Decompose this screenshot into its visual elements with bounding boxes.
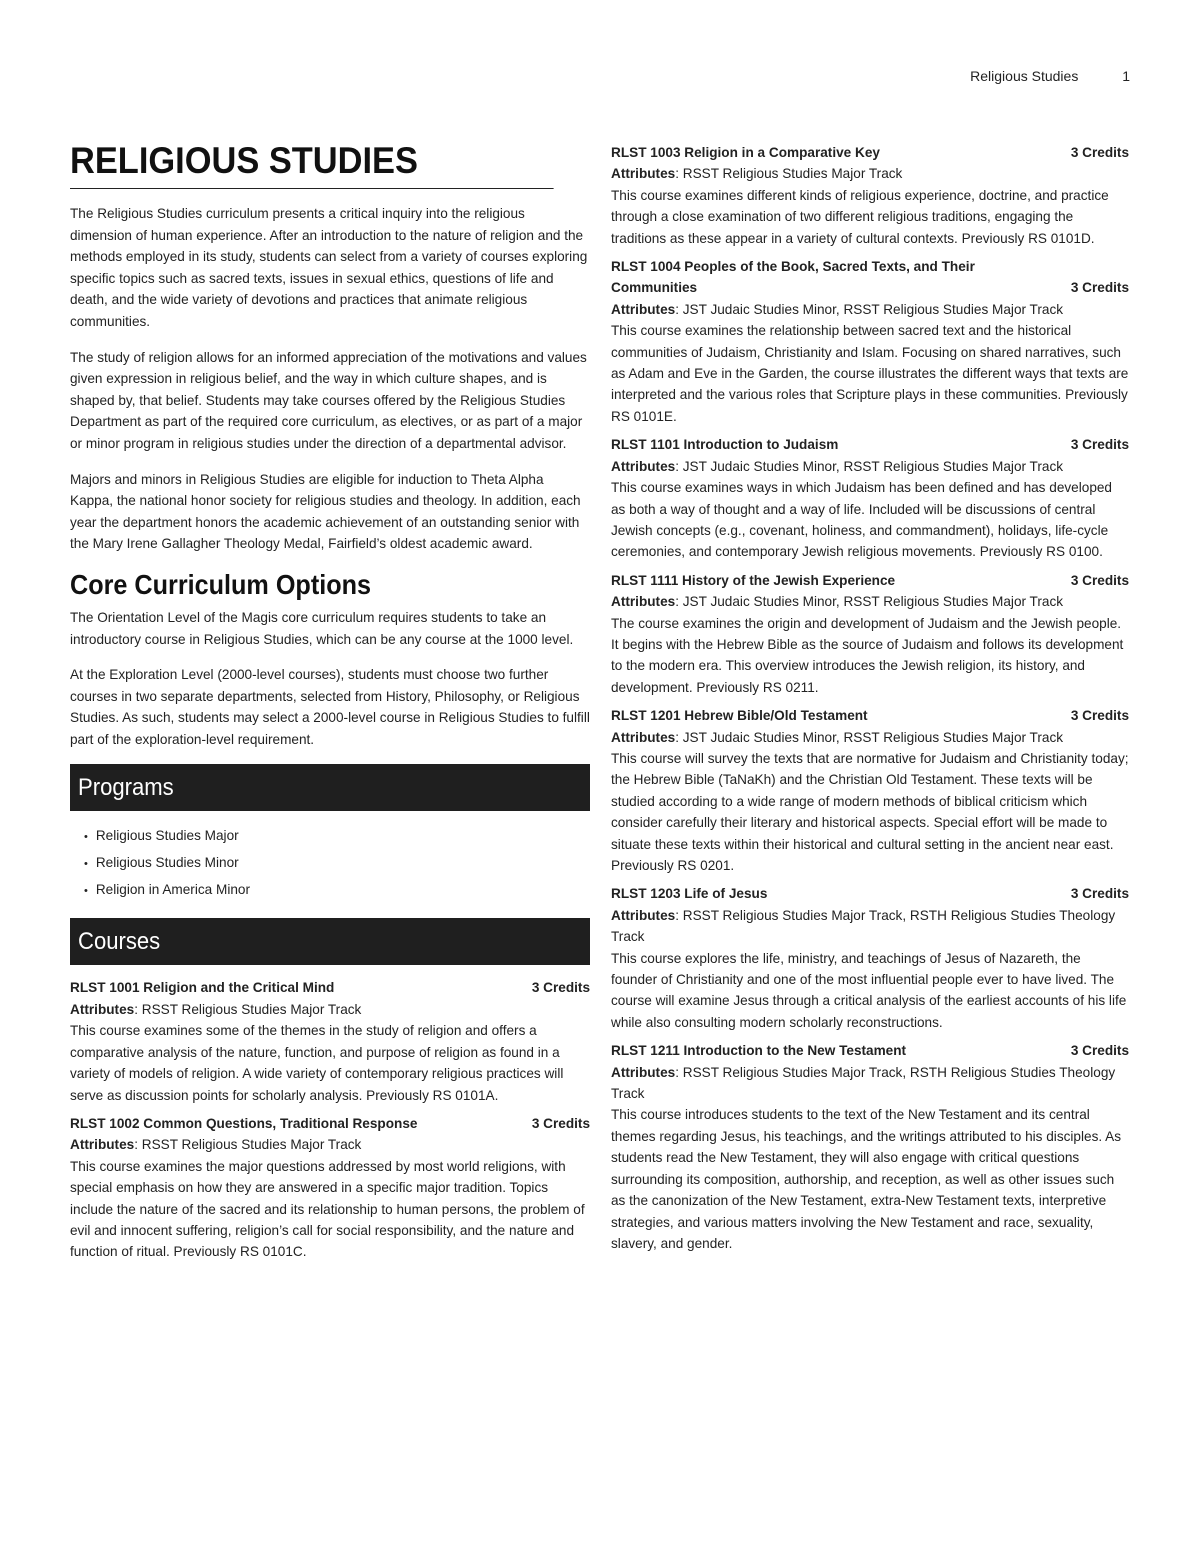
attributes-label: Attributes	[611, 729, 676, 745]
attributes-value: : RSST Religious Studies Major Track	[134, 1137, 362, 1153]
course-credits: 3 Credits	[1070, 280, 1129, 296]
programs-heading-band	[70, 764, 590, 811]
program-link[interactable]: • Religious Studies Major	[84, 823, 590, 850]
course-description: This course explores the life, ministry, and teachings of Jesus of Nazareth, the founder of Christianity and one of the most influential people ever to have lived. The course will examine Jesus through a critical analysis of the earliest accounts of his life while also consulting modern scholarly reconstructions.	[611, 950, 1127, 1030]
course-description: This course introduces students to the text of the New Testament and its central themes regarding Jesus, his teachings, and the writings attributed to his disciples. As students read the New Testament, they will also engage with critical questions surrounding its composition, authorship, and reception, as well as other issues such as the canonization of the New Testament, extra-New Testament texts, interpretive strategies, and various matters involving the New Testament and race, sexuality, slavery, and gender.	[611, 1107, 1122, 1251]
program-link[interactable]: • Religious Studies Minor	[84, 850, 590, 877]
attributes-label: Attributes	[611, 301, 676, 317]
page-number: 1	[1122, 68, 1130, 84]
course-header	[611, 570, 1129, 591]
course-credits: 3 Credits	[1070, 572, 1129, 588]
course-attributes	[70, 1134, 590, 1155]
course-attributes	[611, 456, 1129, 477]
attributes-label: Attributes	[611, 594, 676, 610]
attributes-value: : RSST Religious Studies Major Track, RSTH Religious Studies Theology Track	[611, 907, 1116, 945]
course-header	[611, 883, 1129, 904]
course-attributes	[70, 999, 590, 1020]
course-entry	[611, 1040, 1129, 1254]
attributes-label: Attributes	[611, 1064, 676, 1080]
course-header	[70, 1113, 590, 1134]
course-entry	[611, 142, 1129, 249]
course-title: RLST 1111 History of the Jewish Experience	[611, 572, 896, 588]
course-entry	[70, 1113, 590, 1263]
intro-paragraph: The Religious Studies curriculum presents a critical inquiry into the religious dimension of human experience. After an introduction to the nature of religion and the methods employed in its study, students can select from a variety of courses exploring specific topics such as sacred texts, issues in sexual ethics, questions of life and death, and the wide variety of devotions and practices that animate religious communities.	[70, 206, 588, 329]
course-title: RLST 1003 Religion in a Comparative Key	[611, 145, 880, 160]
course-entry	[611, 705, 1129, 876]
course-header	[611, 434, 1129, 455]
attributes-value: : RSST Religious Studies Major Track	[134, 1001, 362, 1017]
attributes-value: : RSST Religious Studies Major Track	[675, 166, 903, 182]
intro-paragraph: Majors and minors in Religious Studies are eligible for induction to Theta Alpha Kappa, the national honor society for religious studies and theology. In addition, each year the department honors the academic achievement of an outstanding senior with the Mary Irene Gallagher Theology Medal, Fairfield’s oldest academic award.	[70, 471, 581, 552]
course-title: RLST 1101 Introduction to Judaism	[611, 437, 839, 453]
programs-list	[70, 823, 590, 904]
course-credits: 3 Credits	[1070, 437, 1129, 453]
course-description: This course examines the relationship between sacred text and the historical communities of Judaism, Christianity and Islam. Focusing on shared narratives, such as Adam and Eve in the Garden, the course illustrates the different ways that texts are interpreted and the various roles that Scripture plays in these communities. Previously RS 0101E.	[611, 323, 1129, 424]
programs-heading: Programs	[78, 774, 174, 802]
course-title: RLST 1001 Religion and the Critical Mind	[70, 980, 335, 996]
course-entry	[611, 434, 1129, 562]
intro-paragraph: The study of religion allows for an informed appreciation of the motivations and values given expression in religious belief, and the way in which culture shapes, and is shaped by, that belief. Students may take courses offered by the Religious Studies Department as part of the required core curriculum, as electives, or as part of a major or minor program in religious studies under the direction of a departmental advisor.	[70, 349, 587, 451]
course-header	[611, 705, 1129, 726]
course-title: RLST 1002 Common Questions, Traditional Response	[70, 1115, 418, 1131]
attributes-label: Attributes	[611, 458, 676, 474]
course-header	[70, 977, 590, 998]
course-header	[611, 142, 1129, 163]
core-paragraph: At the Exploration Level (2000-level courses), students must choose two further courses in two separate departments, selected from History, Philosophy, or Religious Studies. As such, students may select a 2000-level course in Religious Studies to fulfill part of the exploration-level requirement.	[70, 667, 590, 747]
course-title: RLST 1004 Peoples of the Book, Sacred Texts, and Their Communities	[611, 259, 975, 296]
core-paragraph: The Orientation Level of the Magis core curriculum requires students to take an introductory course in Religious Studies, which can be any course at the 1000 level.	[70, 609, 574, 647]
attributes-label: Attributes	[611, 166, 676, 182]
course-entry	[611, 883, 1129, 1033]
program-link[interactable]: • Religion in America Minor	[84, 877, 590, 904]
course-description: The course examines the origin and development of Judaism and the Jewish people. It begins with the Hebrew Bible as the source of Judaism and follows its development to the modern era. This overview introduces the Jewish religion, its history, and development. Previously RS 0211.	[611, 615, 1124, 695]
attributes-value: : JST Judaic Studies Minor, RSST Religious Studies Major Track	[675, 594, 1064, 610]
course-credits: 3 Credits	[1070, 886, 1129, 902]
courses-heading: Courses	[78, 928, 161, 956]
running-header-section: Religious Studies	[970, 68, 1079, 84]
course-credits: 3 Credits	[531, 1115, 590, 1131]
attributes-value: : JST Judaic Studies Minor, RSST Religious Studies Major Track	[675, 458, 1064, 474]
course-attributes	[611, 591, 1129, 612]
course-attributes	[611, 299, 1129, 320]
attributes-value: : RSST Religious Studies Major Track, RSTH Religious Studies Theology Track	[611, 1064, 1116, 1102]
attributes-label: Attributes	[611, 907, 676, 923]
attributes-label: Attributes	[70, 1137, 135, 1153]
course-description: This course examines the major questions addressed by most world religions, with special emphasis on how they are answered in a specific major tradition. Topics include the nature of the sacred and its relationship to human persons, the problem of evil and innocent suffering, religion’s call for social responsibility, and the nature and function of ritual. Previously RS 0101C.	[70, 1158, 585, 1260]
course-header	[611, 1040, 1129, 1061]
course-title: RLST 1203 Life of Jesus	[611, 886, 768, 902]
course-title: RLST 1201 Hebrew Bible/Old Testament	[611, 708, 868, 724]
course-attributes	[611, 163, 1129, 184]
attributes-value: : JST Judaic Studies Minor, RSST Religious Studies Major Track	[675, 301, 1064, 317]
course-description: This course examines ways in which Judaism has been defined and has developed as both a way of thought and a way of life. Included will be discussions of central Jewish concepts (e.g., covenant, holiness, and commandment), holidays, life-cycle ceremonies, and contemporary Jewish religious movements. Previously RS 0100.	[611, 480, 1112, 560]
course-header	[611, 256, 1129, 299]
course-description: This course examines different kinds of religious experience, doctrine, and practice through a close examination of two different religious traditions, engaging the traditions as these appear in a variety of cultural contexts. Previously RS 0101D.	[611, 187, 1109, 246]
course-attributes	[611, 905, 1129, 948]
course-credits: 3 Credits	[1070, 1043, 1129, 1059]
left-column	[70, 140, 590, 1270]
attributes-value: : JST Judaic Studies Minor, RSST Religious Studies Major Track	[675, 729, 1064, 745]
right-column	[611, 142, 1129, 1261]
running-header	[970, 68, 1130, 84]
course-attributes	[611, 727, 1129, 748]
course-title: RLST 1211 Introduction to the New Testament	[611, 1043, 907, 1059]
course-entry	[611, 570, 1129, 698]
courses-heading-band	[70, 918, 590, 965]
course-description: This course will survey the texts that are normative for Judaism and Christianity today; the Hebrew Bible (TaNaKh) and the Christian Old Testament. These texts will be studied according to a wide range of modern methods of biblical criticism which consider carefully their literary and historical aspects. Special effort will be made to situate these texts within their historical and cultural setting in the ancient near east. Previously RS 0201.	[611, 750, 1129, 873]
course-attributes	[611, 1062, 1129, 1105]
attributes-label: Attributes	[70, 1001, 135, 1017]
course-description: This course examines some of the themes in the study of religion and offers a comparative analysis of the nature, function, and purpose of religion as found in a variety of models of religion. A wide variety of contemporary religious practices will serve as discussion points for scholarly analysis. Previously RS 0101A.	[70, 1023, 564, 1103]
page-title: RELIGIOUS STUDIES	[70, 140, 554, 189]
course-entry	[611, 256, 1129, 427]
course-credits: 3 Credits	[1070, 145, 1129, 160]
course-credits: 3 Credits	[1070, 708, 1129, 724]
course-entry	[70, 977, 590, 1105]
core-curriculum-heading: Core Curriculum Options	[70, 568, 372, 600]
course-credits: 3 Credits	[531, 980, 590, 996]
